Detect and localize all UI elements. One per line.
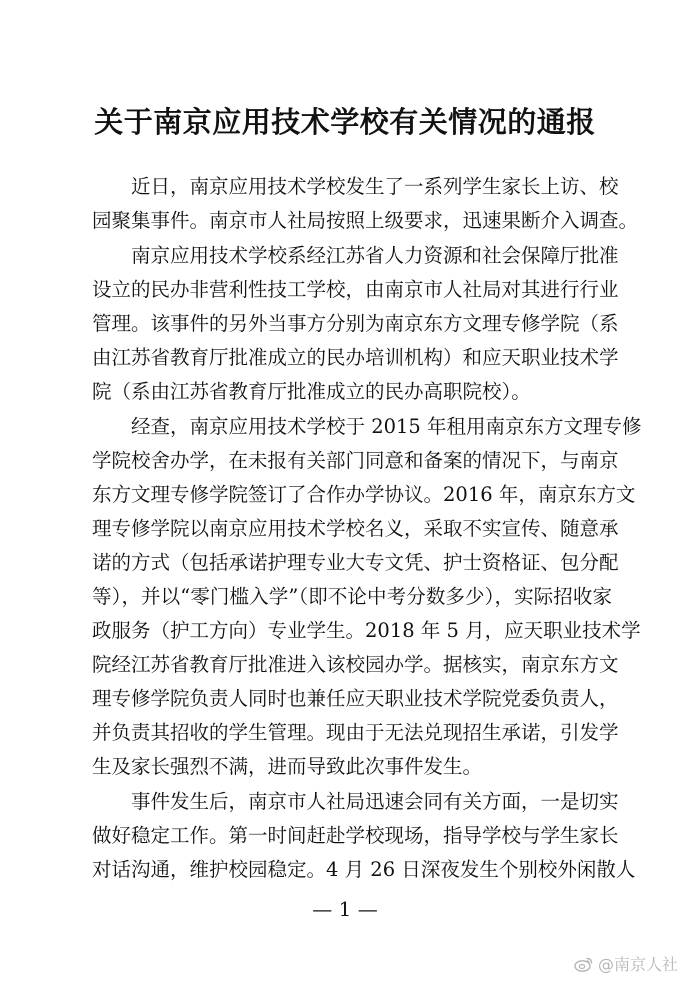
paragraph-line: 东方文理专修学院签订了合作办学协议。2016 年，南京东方文	[92, 483, 636, 506]
paragraph-line: 近日，南京应用技术学校发生了一系列学生家长上访、校	[131, 175, 619, 198]
paragraph-line: 园聚集事件。南京市人社局按照上级要求，迅速果断介入调查。	[92, 209, 639, 232]
paragraph-line: 院经江苏省教育厅批准进入该校园办学。据核实，南京东方文	[92, 653, 619, 676]
paragraph-1	[92, 170, 639, 238]
paragraph-line: 生及家长强烈不满，进而导致此次事件发生。	[92, 755, 483, 778]
paragraph-line: 南京应用技术学校系经江苏省人力资源和社会保障厅批准	[131, 244, 619, 267]
watermark-text: @南京人社	[597, 955, 678, 974]
paragraph-line: 学院校舍办学，在未报有关部门同意和备案的情况下，与南京	[92, 449, 619, 472]
paragraph-line: 做好稳定工作。第一时间赶赴学校现场，指导学校与学生家长	[92, 824, 619, 847]
weibo-icon	[574, 956, 594, 972]
paragraph-line: 经查，南京应用技术学校于 2015 年租用南京东方文理专修	[131, 415, 642, 438]
paragraph-line: 诺的方式（包括承诺护理专业大专文凭、护士资格证、包分配	[92, 551, 619, 574]
paragraph-line: 院（系由江苏省教育厅批准成立的民办高职院校）。	[92, 380, 531, 403]
paragraph-line: 管理。该事件的另外当事方分别为南京东方文理专修学院（系	[92, 312, 619, 335]
document-title: 关于南京应用技术学校有关情况的通报	[94, 105, 596, 139]
paragraph-line: 等），并以“零门槛入学”（即不论中考分数多少），实际招收家	[92, 585, 612, 608]
paragraph-line: 政服务（护工方向）专业学生。2018 年 5 月，应天职业技术学	[92, 619, 641, 642]
paragraph-line: 理专修学院以南京应用技术学校名义，采取不实宣传、随意承	[92, 517, 619, 540]
paragraph-3	[92, 410, 642, 784]
paragraph-line: 事件发生后，南京市人社局迅速会同有关方面，一是切实	[131, 790, 619, 813]
document-body	[92, 170, 642, 887]
watermark	[574, 952, 678, 975]
paragraph-line: 理专修学院负责人同时也兼任应天职业技术学院党委负责人，	[92, 687, 619, 710]
paragraph-4	[92, 785, 636, 887]
paragraph-line: 并负责其招收的学生管理。现由于无法兑现招生承诺，引发学	[92, 721, 619, 744]
paragraph-line: 由江苏省教育厅批准成立的民办培训机构）和应天职业技术学	[92, 346, 619, 369]
paragraph-2	[92, 239, 619, 409]
paragraph-line: 设立的民办非营利性技工学校，由南京市人社局对其进行行业	[92, 278, 619, 301]
page-number: — 1 —	[312, 897, 378, 921]
paragraph-line: 对话沟通，维护校园稳定。4 月 26 日深夜发生个别校外闲散人	[92, 858, 636, 881]
